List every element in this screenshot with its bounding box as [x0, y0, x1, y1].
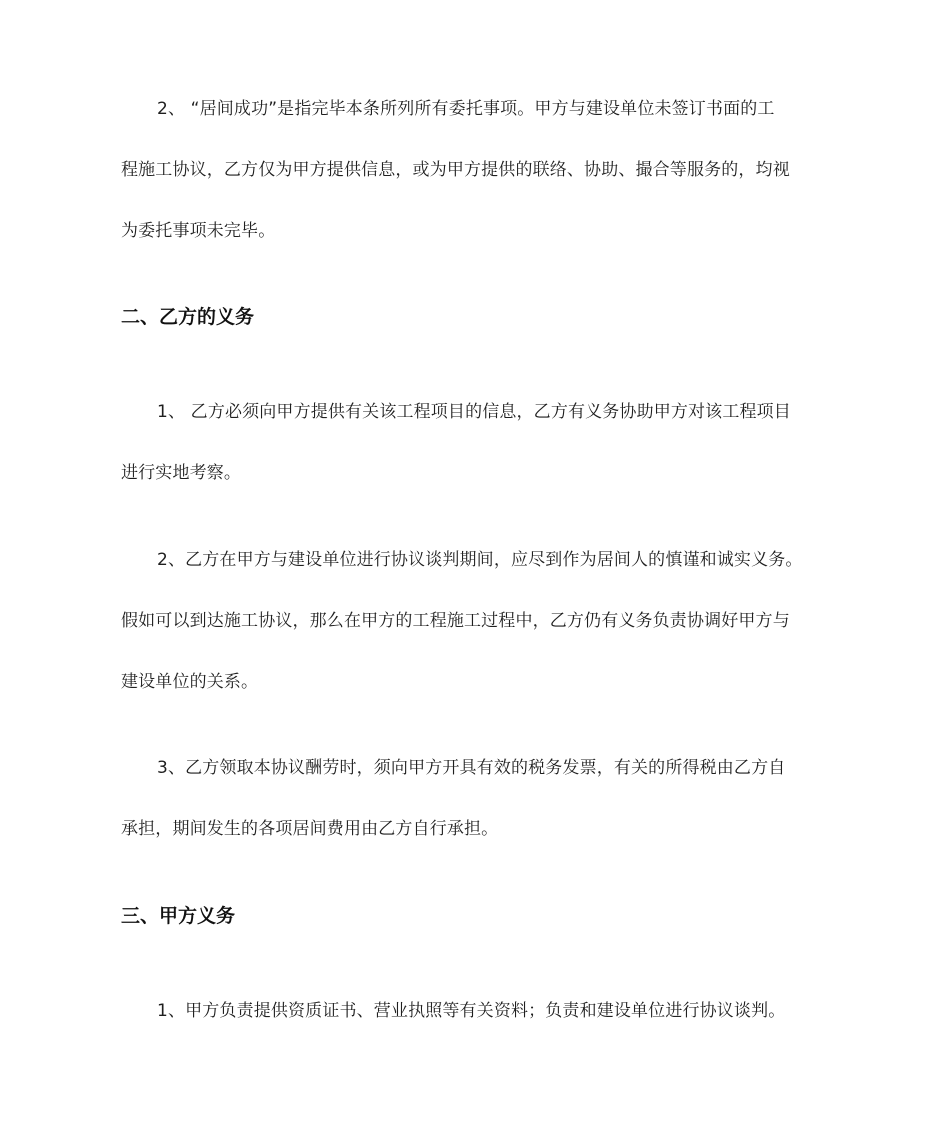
paragraph-party-b-item-3 — [121, 738, 836, 860]
paragraph-line: 2、乙方在甲方与建设单位进行协议谈判期间，应尽到作为居间人的慎谨和诚实义务。 — [157, 550, 803, 570]
paragraph-success-definition — [121, 79, 836, 262]
paragraph-line: 1、 乙方必须向甲方提供有关该工程项目的信息，乙方有义务协助甲方对该工程项目 — [157, 402, 791, 422]
paragraph-line: 3、乙方领取本协议酬劳时，须向甲方开具有效的税务发票，有关的所得税由乙方自 — [157, 758, 786, 778]
paragraph-line: 1、甲方负责提供资质证书、营业执照等有关资料；负责和建设单位进行协议谈判。 — [157, 1001, 786, 1021]
paragraph-party-b-item-1 — [121, 382, 836, 504]
paragraph-line: 进行实地考察。 — [121, 463, 242, 483]
section-heading-party-a-obligations: 三、甲方义务 — [121, 905, 236, 927]
section-heading-party-b-obligations: 二、乙方的义务 — [121, 306, 255, 328]
paragraph-line: 程施工协议，乙方仅为甲方提供信息，或为甲方提供的联络、协助、撮合等服务的，均视 — [121, 160, 790, 180]
paragraph-line: 假如可以到达施工协议，那么在甲方的工程施工过程中，乙方仍有义务负责协调好甲方与 — [121, 611, 790, 631]
paragraph-party-a-item-1 — [121, 981, 836, 1042]
paragraph-line: 建设单位的关系。 — [121, 672, 259, 692]
paragraph-line: 承担，期间发生的各项居间费用由乙方自行承担。 — [121, 819, 499, 839]
paragraph-line: 为委托事项未完毕。 — [121, 221, 276, 241]
paragraph-party-b-item-2 — [121, 530, 836, 713]
paragraph-line: 2、 “居间成功”是指完毕本条所列所有委托事项。甲方与建设单位未签订书面的工 — [157, 99, 775, 119]
